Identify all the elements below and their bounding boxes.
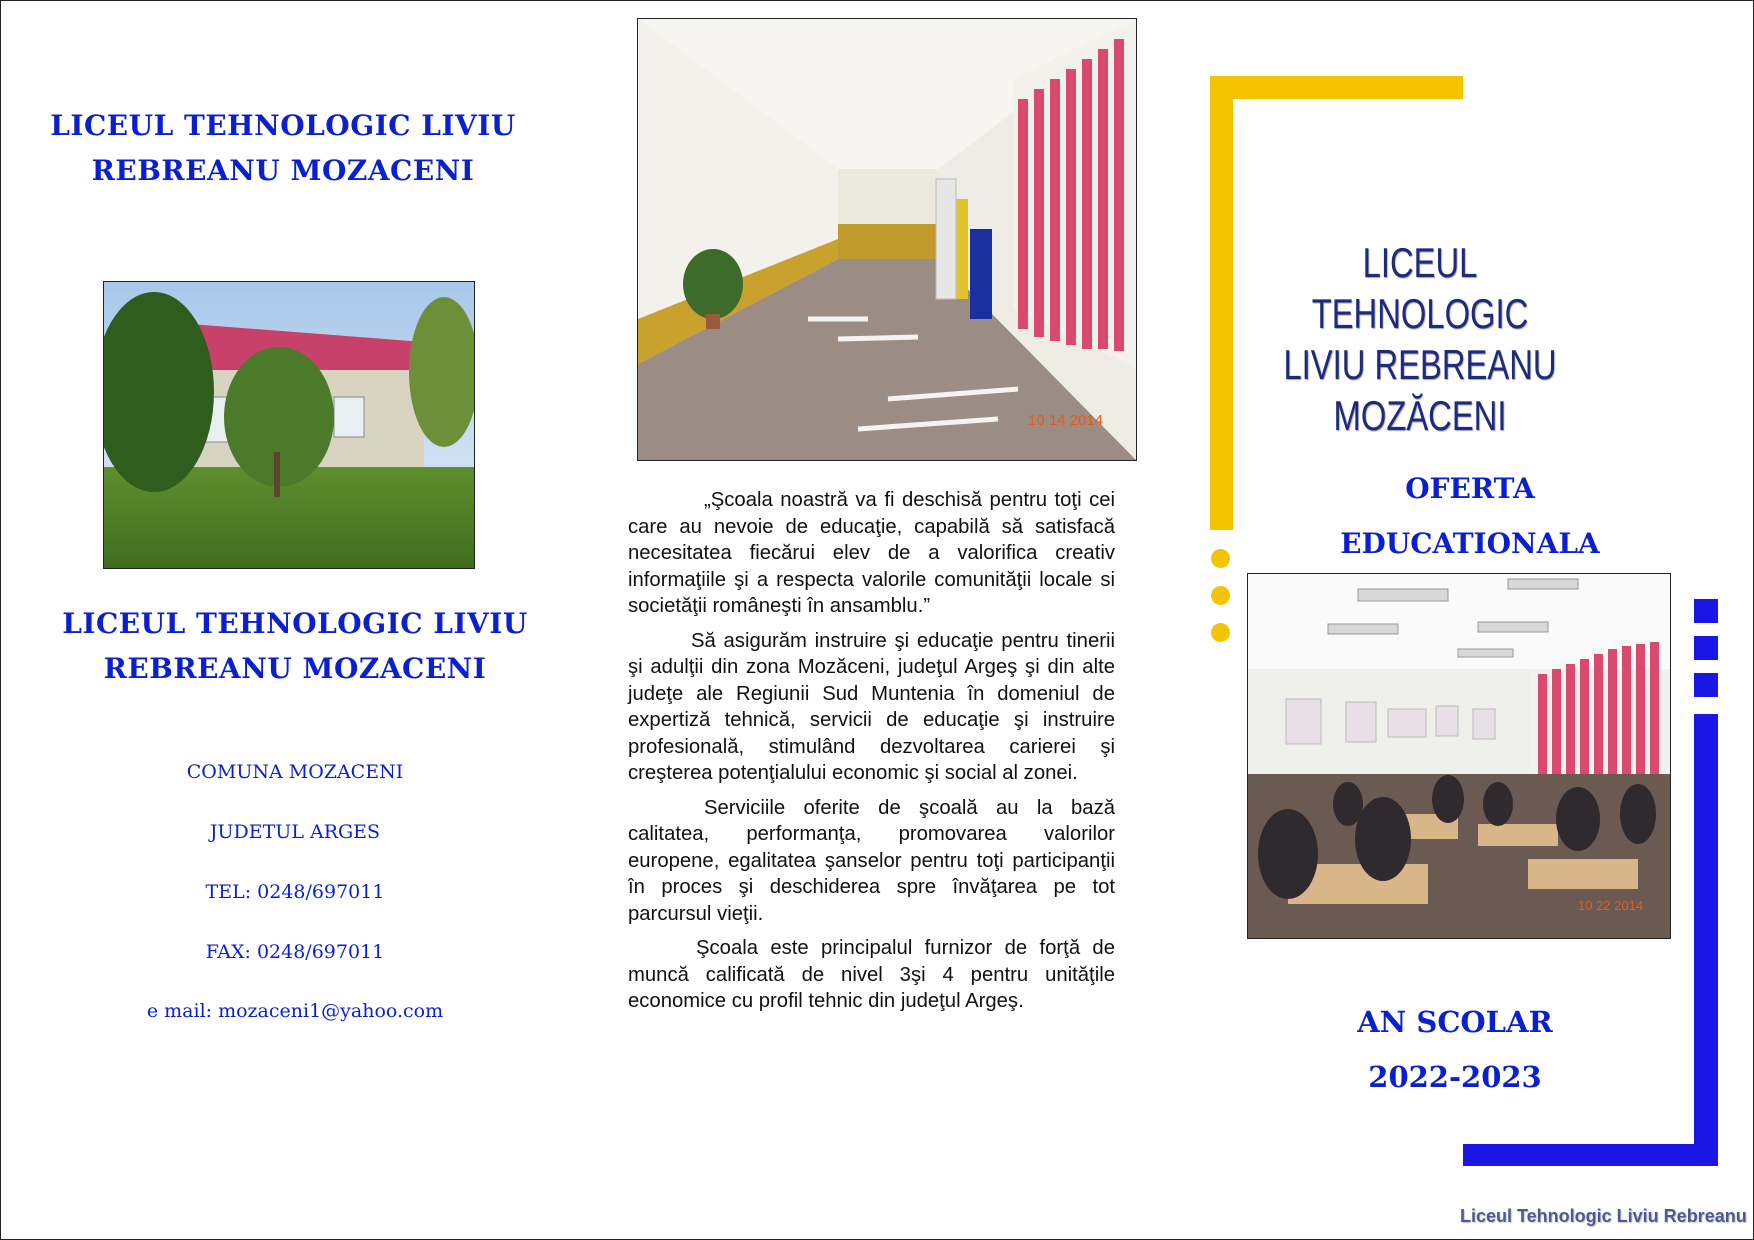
- right-title: [1256, 237, 1584, 441]
- yellow-dot-3: [1211, 623, 1230, 642]
- left-title-bottom: [55, 601, 535, 691]
- yellow-dot-2: [1211, 586, 1230, 605]
- right-title-line3: MOZĂCENI: [1333, 392, 1507, 439]
- classroom-photo-date: 10 22 2014: [1578, 898, 1644, 913]
- contact-commune: COMUNA MOZACENI: [186, 761, 404, 783]
- offer-label-line2: EDUCATIONALA: [1340, 527, 1600, 560]
- yellow-dot-1: [1211, 549, 1230, 568]
- mission-paragraph-1: „Şcoala noastră va fi deschisă pentru toţi cei care au nevoie de educaţie, capabilă să satisfacă necesitatea fiecărui elev de a valorifica creativ informaţiile şi a respecta valorile comunităţii locale si societăţii româneşti în ansamblu.”: [628, 489, 1115, 617]
- left-title-bottom-line2: REBREANU MOZACENI: [103, 652, 487, 685]
- offer-label-line1: OFERTA: [1405, 472, 1535, 505]
- contact-county: JUDETUL ARGES: [209, 821, 381, 843]
- yellow-bar-left: [1210, 76, 1233, 530]
- school-hallway-photo: [637, 18, 1137, 461]
- left-title-top: [43, 103, 523, 193]
- contact-tel: TEL: 0248/697011: [205, 881, 385, 903]
- mission-paragraph-2: Să asigurăm instruire şi educaţie pentru tinerii şi adulţii din zona Mozăceni, judeţul Argeş şi din alte judeţe ale Regiunii Sud Muntenia în domeniul de expertiză tehnică, servicii de educaţie şi instruire profesională, stimulând dezvoltarea carierei şi creşterea potenţialului economic şi social al zonei.: [628, 629, 1115, 784]
- mission-paragraph-3: Serviciile oferite de şcoală au la bază calitatea, performanţa, promovarea valorilor europene, egalitatea şanselor pentru toţi participanţii în proces şi deschiderea spre învăţarea pe tot parcursul vieţii.: [628, 796, 1115, 925]
- school-year-value: 2022-2023: [1368, 1060, 1542, 1094]
- mission-paragraph-4: Şcoala este principalul furnizor de forţă de muncă calificată de nivel 3şi 4 pentru unităţile economice cu profil tehnic din judeţul Argeş.: [628, 937, 1115, 1012]
- left-title-top-line1: LICEUL TEHNOLOGIC LIVIU: [50, 109, 516, 142]
- right-title-line1: LICEUL TEHNOLOGIC: [1311, 239, 1529, 337]
- blue-square-2: [1694, 636, 1718, 660]
- blue-square-3: [1694, 673, 1718, 697]
- blue-bar-bottom: [1463, 1144, 1718, 1166]
- hallway-photo-date: 10 14 2014: [1028, 412, 1104, 429]
- blue-square-1: [1694, 599, 1718, 623]
- left-title-bottom-line1: LICEUL TEHNOLOGIC LIVIU: [62, 607, 528, 640]
- school-building-photo: [103, 281, 475, 569]
- contact-email[interactable]: e mail: mozaceni1@yahoo.com: [146, 1000, 444, 1022]
- contact-fax: FAX: 0248/697011: [205, 941, 385, 963]
- footer-school-name: Liceul Tehnologic Liviu Rebreanu: [1460, 1206, 1747, 1226]
- yellow-bar-top: [1210, 76, 1463, 99]
- school-year-label: AN SCOLAR: [1357, 1005, 1553, 1039]
- left-title-top-line2: REBREANU MOZACENI: [91, 154, 475, 187]
- mission-text: [628, 487, 1115, 1023]
- classroom-photo: [1247, 573, 1671, 939]
- blue-bar-right: [1694, 714, 1718, 1166]
- right-title-line2: LIVIU REBREANU: [1283, 341, 1557, 388]
